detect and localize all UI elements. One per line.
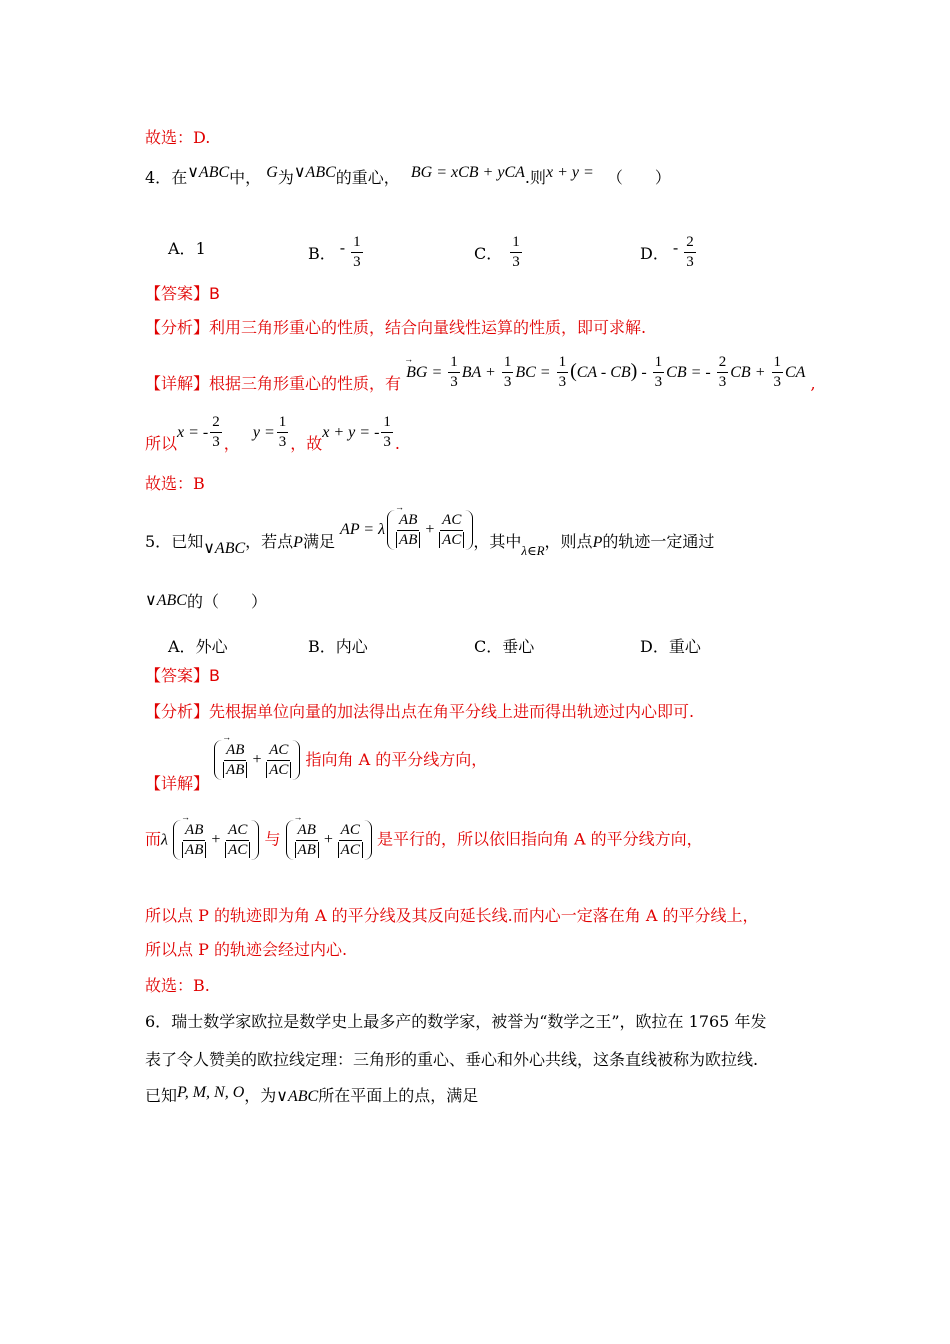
q5-text: ，若点 (245, 532, 294, 551)
option-value: 外心 (195, 637, 228, 656)
answer-value: B (209, 284, 220, 303)
question-5-stem-2 (145, 594, 267, 611)
q4-text: 为 (277, 168, 294, 187)
q5-point-p: P (293, 534, 303, 551)
q4-detail: 【详解】根据三角形重心的性质，有 → BG = $\frac{1}{3}$ BA + $\frac{1}{3}$ BC = $\frac{1}{3}$ (CA - CB) - $\frac{1}{3}$ CB = - $\frac{2}{3}$ CB + $\frac{1}{3}$ CA , (145, 354, 816, 390)
q6-text: 已知 (145, 1086, 178, 1105)
question-6-line-2: 表了令人赞美的欧拉线定理：三角形的重心、垂心和外心共线，这条直线被称为欧拉线. (145, 1050, 759, 1069)
option-label: B． (308, 637, 336, 656)
fraction-denominator: 3 (512, 253, 520, 270)
option-sign: - (339, 237, 346, 257)
detail-y: y = (252, 423, 275, 441)
detail-text: 是平行的，所以依旧指向角 A 的平分线方向， (376, 829, 703, 849)
q5-detail-3: 所以点 P 的轨迹即为角 A 的平分线及其反向延长线.而内心一定落在角 A 的平分线上， (145, 906, 759, 925)
q4-blank: （ ） (606, 168, 671, 187)
answer-tag: 【答案】 (145, 284, 210, 303)
option-fraction (684, 234, 696, 270)
q5-equation: AP = λ → $\frac{AB}{AB}$ + $\frac{AC}{AC}$ (340, 510, 473, 550)
q4-option-d[interactable] (640, 222, 698, 270)
q5-option-a[interactable] (168, 634, 228, 657)
option-sign: - (672, 237, 679, 257)
detail-x: x = - (177, 423, 209, 441)
q6-number: 6． (145, 1012, 172, 1031)
q4-detail-formula: → BG = $\frac{1}{3}$ BA + $\frac{1}{3}$ BC = $\frac{1}{3}$ (CA - CB) - $\frac{1}{3}$ CB = - $\frac{2}{3}$ CB + $\frac{1}{3}$ CA (406, 362, 810, 381)
answer-value: B (209, 666, 220, 685)
option-label: D． (640, 637, 669, 656)
q5-option-d[interactable] (640, 634, 701, 657)
q6-points: P, M, N, O (177, 1084, 245, 1101)
q6-text: ，为 (244, 1086, 277, 1105)
unit-vector-sum: → $\frac{AB}{AB}$ + $\frac{AC}{AC}$ (286, 820, 372, 860)
fraction-numerator: 1 (510, 234, 522, 253)
q4-xy: x + y = (545, 164, 594, 181)
q4-text: 的重心， (335, 168, 400, 187)
q4-option-b[interactable] (308, 222, 365, 270)
option-label: C． (474, 243, 503, 263)
option-value: 垂心 (502, 637, 535, 656)
detail-text: ，故 (290, 433, 323, 453)
fraction-numerator: 2 (684, 234, 696, 253)
q4-analysis (145, 320, 646, 336)
q5-eq-lhs: AP = λ (340, 521, 386, 538)
analysis-text: 先根据单位向量的加法得出点在角平分线上进而得出轨迹过内心即可. (209, 702, 695, 721)
option-value: 重心 (668, 637, 701, 656)
q5-number: 5． (145, 532, 172, 551)
q5-triangle: ∨ABC (203, 540, 246, 557)
q4-number: 4． (145, 168, 172, 187)
answer-tag: 【答案】 (145, 666, 210, 685)
detail-sum: x + y = - (322, 423, 380, 441)
detail-text: 指向角 A 的平分线方向， (305, 749, 488, 769)
option-label: D． (640, 243, 669, 263)
detail-tag: 【详解】 (145, 773, 210, 793)
detail-text: 与 (264, 829, 281, 849)
q5-text: 满足 (302, 532, 335, 551)
q5-detail-4: 所以点 P 的轨迹会经过内心. (145, 940, 348, 959)
q5-conclusion: 故选：B. (145, 976, 210, 995)
q5-text: ，则点 (544, 532, 593, 551)
q4-option-c[interactable] (474, 222, 524, 270)
q4-text: 在 (171, 168, 188, 187)
q5-option-c[interactable] (474, 634, 534, 657)
q5-detail-2: 而λ → $\frac{AB}{AB}$ + $\frac{AC}{AC}$ 与 → $\frac{AB}{AB}$ + $\frac{AC}{AC}$ 是平行的，所以依旧指向角 A 的平分线方向， (145, 820, 703, 860)
q5-text: 的轨迹一定通过 (602, 532, 715, 551)
detail-text: 而 (145, 829, 162, 849)
analysis-text: 利用三角形重心的性质，结合向量线性运算的性质，即可求解. (209, 318, 647, 337)
q5-answer (145, 668, 220, 684)
fraction-denominator: 3 (353, 253, 361, 270)
analysis-tag: 【分析】 (145, 702, 210, 721)
q5-point-p: P (592, 534, 603, 551)
option-fraction (351, 234, 363, 270)
q4-triangle: ∨ABC (187, 164, 230, 181)
question-6-line-1 (145, 1014, 766, 1030)
prev-conclusion: 故选：D. (145, 128, 211, 147)
q5-analysis (145, 704, 694, 720)
q4-detail-2: 所以x = - $\frac{2}{3}$ ， y = $\frac{1}{3}$ ，故x + y = - $\frac{1}{3}$ . (145, 414, 400, 453)
detail-tag: 【详解】 (145, 373, 210, 393)
q6-text: 瑞士数学家欧拉是数学史上最多产的数学家，被誉为“数学之王”，欧拉在 1765 年发 (171, 1012, 767, 1031)
q5-triangle: ∨ABC (145, 592, 187, 609)
option-label: A． (168, 239, 196, 258)
q4-option-a[interactable] (168, 236, 206, 259)
question-6-line-3 (145, 1084, 479, 1105)
q5-option-b[interactable] (308, 634, 368, 657)
q5-text: 的（ ） (186, 592, 267, 611)
q4-text: 中， (229, 168, 262, 187)
option-label: C． (474, 637, 503, 656)
fraction-denominator: 3 (686, 253, 694, 270)
q4-g: G (266, 164, 278, 181)
q4-triangle: ∨ABC (293, 164, 336, 181)
q4-text: .则 (524, 168, 546, 187)
option-label: A． (168, 637, 196, 656)
q5-text: 已知 (171, 532, 204, 551)
q5-text: ，其中 (473, 532, 522, 551)
option-fraction (510, 234, 522, 270)
unit-vector-sum: → $\frac{AB}{AB}$ + $\frac{AC}{AC}$ (214, 740, 300, 780)
q4-equation: BG = xCB + yCA (410, 164, 525, 181)
q4-answer (145, 286, 220, 302)
q5-detail (145, 740, 488, 793)
analysis-tag: 【分析】 (145, 318, 210, 337)
option-label: B． (308, 243, 336, 263)
detail-text: 根据三角形重心的性质，有 (209, 373, 402, 393)
q4-conclusion: 故选：B (145, 474, 205, 493)
scaled-vector-sum: → $\frac{AB}{AB}$ + $\frac{AC}{AC}$ (173, 820, 259, 860)
question-4-stem (145, 164, 671, 187)
option-value: 内心 (335, 637, 368, 656)
q5-lambda: λ∈R (521, 543, 545, 558)
q6-text: 所在平面上的点，满足 (318, 1086, 479, 1105)
q6-triangle: ∨ABC (276, 1088, 319, 1105)
option-value: 1 (195, 239, 206, 258)
fraction-numerator: 1 (351, 234, 363, 253)
detail-text: 所以 (145, 433, 178, 453)
